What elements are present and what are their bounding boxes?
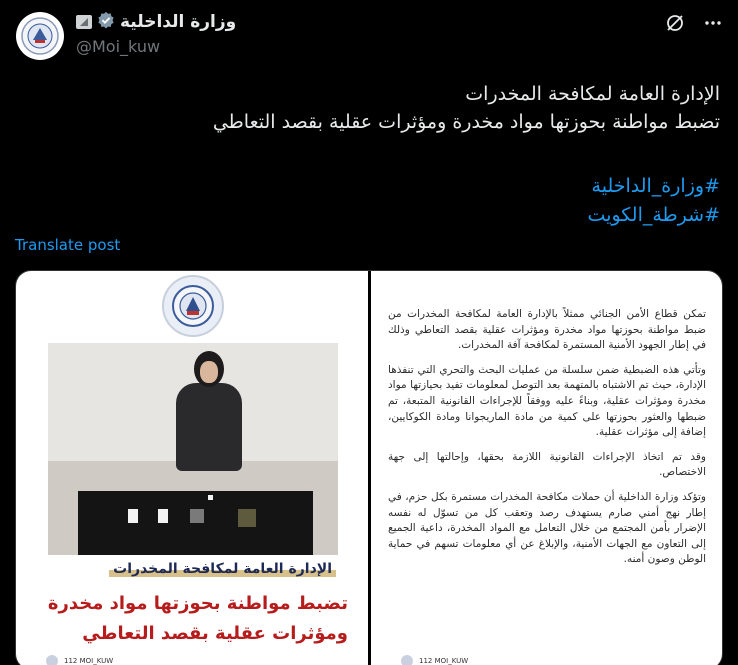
account-name-row bbox=[76, 11, 236, 33]
image-footer: 112 MOI_KUW bbox=[401, 655, 468, 665]
post-line-2: تضبط مواطنة بحوزتها مواد مخدرة ومؤثرات عقلية بقصد التعاطي bbox=[212, 111, 720, 133]
post-text bbox=[20, 80, 720, 136]
image-footer: 112 MOI_KUW bbox=[46, 655, 113, 665]
mini-logo-icon bbox=[46, 655, 58, 665]
mini-logo-icon bbox=[401, 655, 413, 665]
post-actions bbox=[664, 12, 724, 34]
account-display-name[interactable]: وزارة الداخلية bbox=[120, 12, 237, 32]
affiliate-badge-icon bbox=[76, 15, 92, 29]
translate-post-link[interactable]: Translate post bbox=[15, 236, 121, 254]
hashtag-link[interactable]: #شرطة_الكويت bbox=[587, 204, 720, 226]
post-line-1: الإدارة العامة لمكافحة المخدرات bbox=[465, 83, 720, 105]
image-caption-title: الإدارة العامة لمكافحة المخدرات bbox=[109, 561, 336, 577]
media-image-left[interactable] bbox=[16, 271, 368, 665]
account-avatar[interactable] bbox=[16, 12, 64, 60]
statement-paragraph: وتؤكد وزارة الداخلية أن حملات مكافحة المخدرات مستمرة بكل حزم، في إطار نهج أمني صارم يستهدف رصد وتعقب كل من تسوّل له نفسه الإضرار بأمن المجتمع من خلال التعامل مع المواد المخدرة، داعية الجميع إلى التعاون مع الجهات الأمنية، والإبلاغ عن أي معلومات تسهم في حماية الوطن وصون أمنه. bbox=[388, 490, 706, 566]
statement-paragraph: تمكن قطاع الأمن الجنائي ممثلاً بالإدارة العامة لمكافحة المخدرات من ضبط مواطنة بحوزتها مواد مخدرة ومؤثرات عقلية بقصد التعاطي وذلك في إطار الجهود الأمنية المستمرة لمكافحة آفة المخدرات. bbox=[388, 308, 706, 352]
grok-icon[interactable] bbox=[664, 12, 686, 34]
more-options-icon[interactable] bbox=[702, 12, 724, 34]
media-image-right[interactable] bbox=[371, 271, 722, 665]
image-caption-red-1: تضبط مواطنة بحوزتها مواد مخدرة bbox=[47, 593, 348, 614]
image-caption-red-2: ومؤثرات عقلية بقصد التعاطي bbox=[82, 623, 348, 644]
ministry-logo-icon bbox=[162, 275, 224, 337]
verified-badge-icon bbox=[97, 11, 115, 33]
statement-paragraph: وقد تم اتخاذ الإجراءات القانونية اللازمة بحقها، وإحالتها إلى جهة الاختصاص. bbox=[388, 450, 706, 479]
arrest-photo bbox=[48, 343, 338, 555]
hashtag-link[interactable]: #وزارة_الداخلية bbox=[591, 175, 720, 197]
press-statement bbox=[388, 307, 706, 577]
statement-paragraph: وتأتي هذه الضبطية ضمن سلسلة من عمليات البحث والتحري التي تنفذها الإدارة، حيث تم الاشتباه بالمتهمة بعد التوصل لمعلومات تفيد بحيازتها مواد مخدرة ومؤثرات عقلية، وبناءً عليه ووفقاً للإجراءات القانونية المتبعة، تم ضبطها والعثور بحوزتها على كمية من مادة الماريجوانا ومادة الكوكايين، إضافة إلى مؤثرات عقلية. bbox=[388, 363, 706, 439]
post-media bbox=[15, 270, 723, 665]
post-hashtags bbox=[588, 172, 720, 230]
account-handle[interactable]: @Moi_kuw bbox=[76, 37, 161, 56]
ministry-emblem-icon bbox=[20, 16, 60, 56]
